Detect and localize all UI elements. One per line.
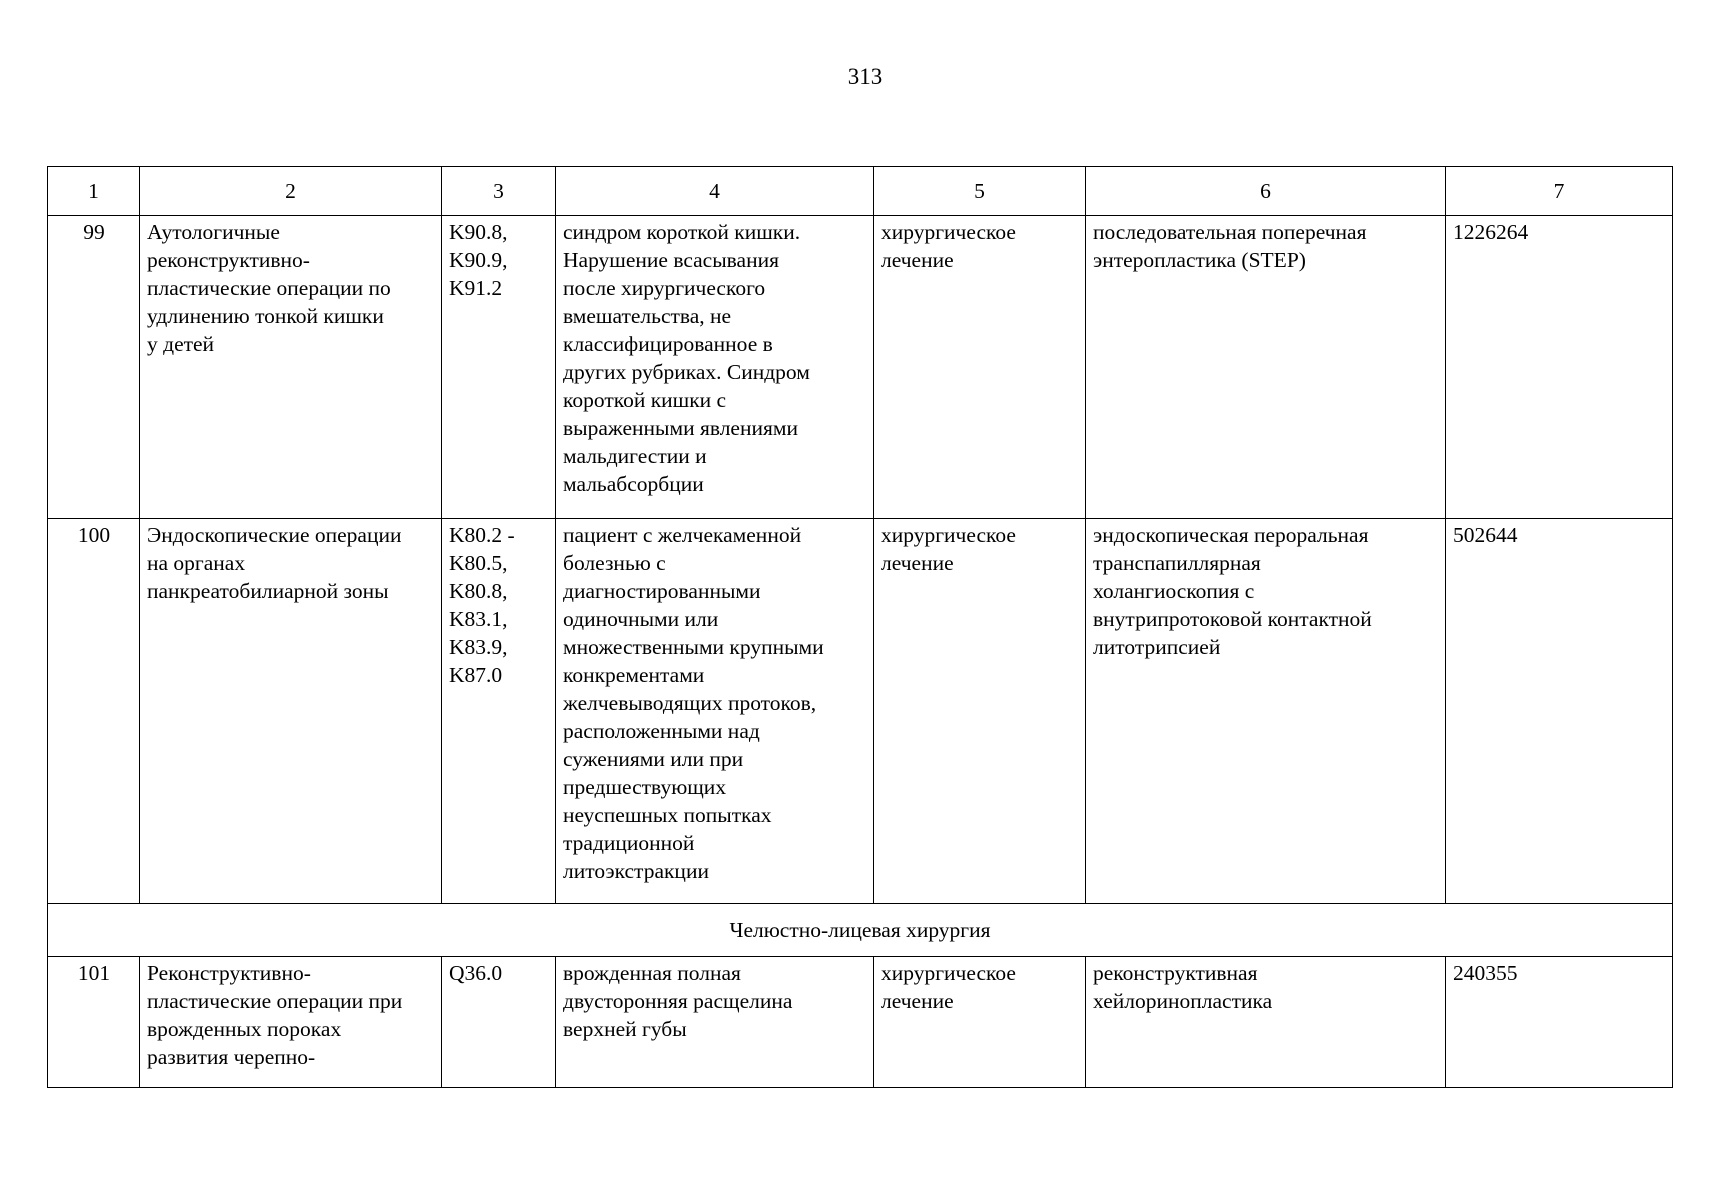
icd-codes: Q36.0 [442, 957, 556, 1088]
patient-model: синдром короткой кишки. Нарушение всасывания после хирургического вмешательства, не классифицированное в других рубриках. Синдром короткой кишки с выраженными явлениями мальдигестии и мальабсорбции [556, 216, 874, 519]
column-header: 4 [556, 167, 874, 216]
table-row [48, 216, 1673, 519]
table-row [48, 519, 1673, 904]
cost: 1226264 [1446, 216, 1673, 519]
treatment-type: хирургическое лечение [874, 957, 1086, 1088]
patient-model: врожденная полная двусторонняя расщелина верхней губы [556, 957, 874, 1088]
service-name: Аутологичные реконструктивно- пластические операции по удлинению тонкой кишки у детей [140, 216, 442, 519]
section-title: Челюстно-лицевая хирургия [48, 904, 1673, 957]
table-header-row [48, 167, 1673, 216]
treatment-method: реконструктивная хейлоринопластика [1086, 957, 1446, 1088]
column-header: 3 [442, 167, 556, 216]
column-header: 6 [1086, 167, 1446, 216]
patient-model: пациент с желчекаменной болезнью с диагностированными одиночными или множественными крупными конкрементами желчевыводящих протоков, расположенными над сужениями или при предшествующих неуспешных попытках традиционной литоэкстракции [556, 519, 874, 904]
treatment-method: эндоскопическая пероральная транспапиллярная холангиоскопия с внутрипротоковой контактной литотрипсией [1086, 519, 1446, 904]
service-name: Реконструктивно- пластические операции при врожденных пороках развития черепно- [140, 957, 442, 1088]
treatment-type: хирургическое лечение [874, 519, 1086, 904]
row-number: 101 [48, 957, 140, 1088]
icd-codes: K90.8, K90.9, K91.2 [442, 216, 556, 519]
section-row [48, 904, 1673, 957]
column-header: 2 [140, 167, 442, 216]
service-name: Эндоскопические операции на органах панкреатобилиарной зоны [140, 519, 442, 904]
table-row [48, 957, 1673, 1088]
cost: 240355 [1446, 957, 1673, 1088]
column-header: 1 [48, 167, 140, 216]
treatment-method: последовательная поперечная энтеропластика (STEP) [1086, 216, 1446, 519]
column-header: 5 [874, 167, 1086, 216]
cost: 502644 [1446, 519, 1673, 904]
icd-codes: K80.2 - K80.5, K80.8, K83.1, K83.9, K87.0 [442, 519, 556, 904]
column-header: 7 [1446, 167, 1673, 216]
row-number: 100 [48, 519, 140, 904]
treatment-type: хирургическое лечение [874, 216, 1086, 519]
services-table [47, 166, 1673, 1088]
page-number: 313 [847, 64, 883, 89]
row-number: 99 [48, 216, 140, 519]
